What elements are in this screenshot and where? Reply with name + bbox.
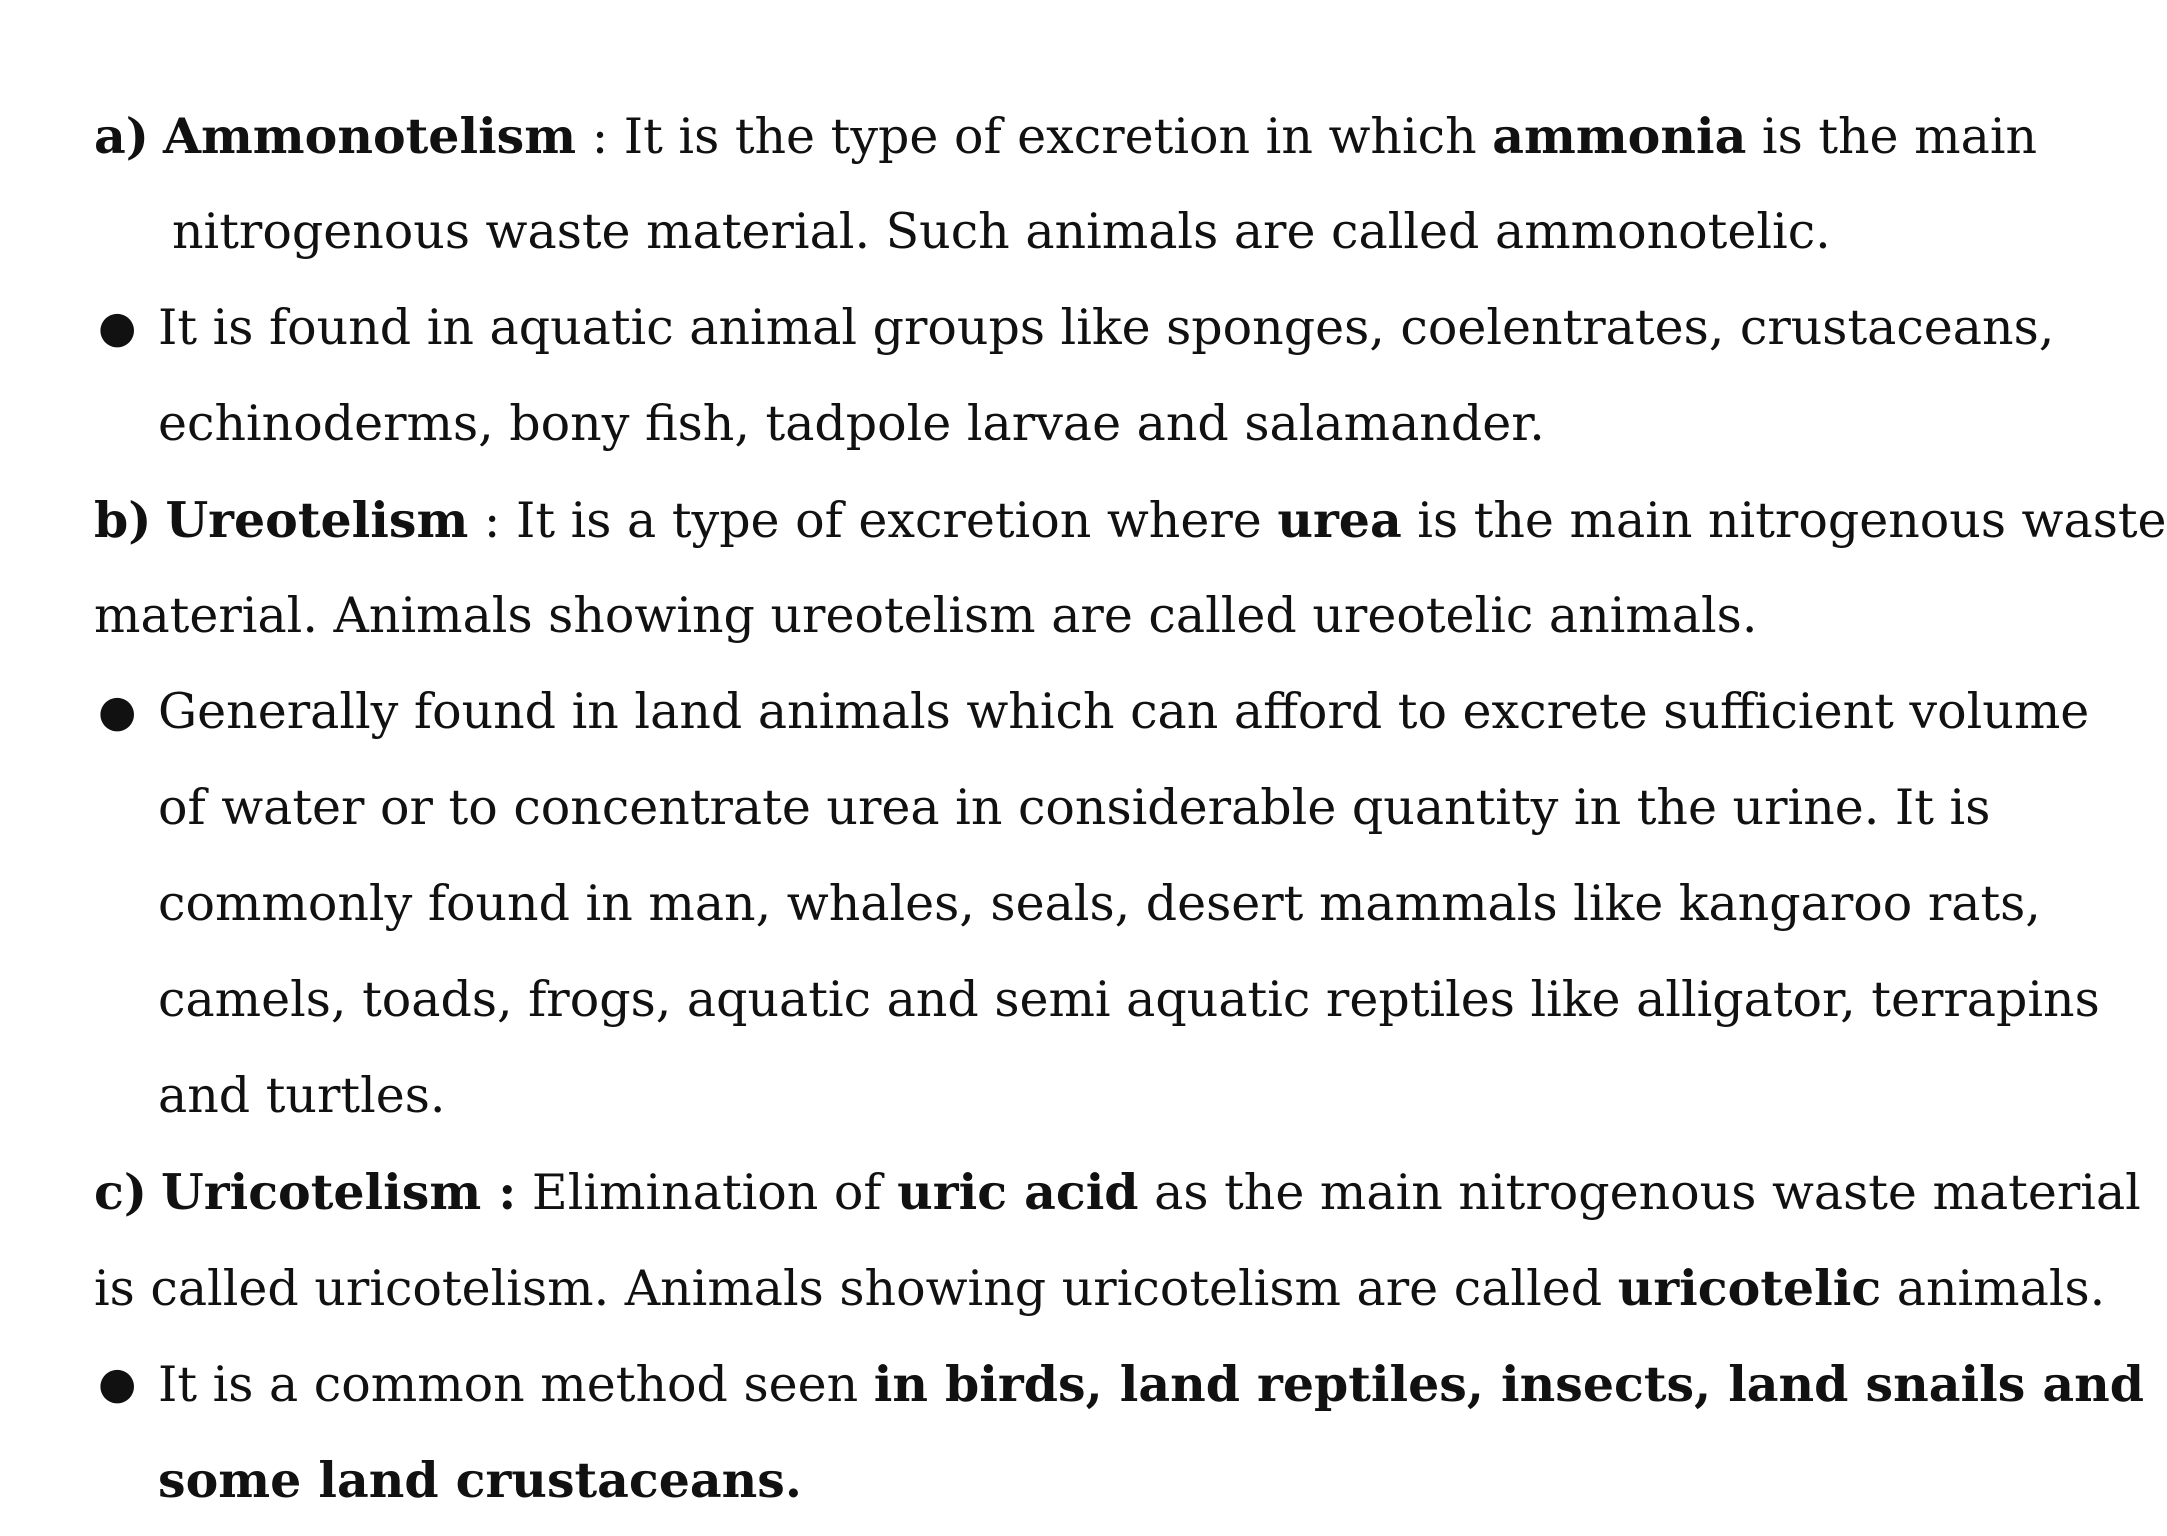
ureotelism-definition-end: is the main nitrogenous waste [1401, 492, 2167, 549]
ammonotelism-keyword: ammonia [1492, 107, 1747, 165]
uricotelism-bullet-line-2 [94, 1432, 1974, 1528]
ureotelism-heading-line [94, 472, 2167, 568]
ureotelism-keyword: urea [1277, 491, 1402, 549]
ureotelism-label: b) [94, 491, 152, 549]
uricotelism-bullet-bold-2: some land crustaceans. [158, 1451, 802, 1509]
ureotelism-separator: : [468, 492, 517, 549]
bullet-icon: ● [98, 1358, 137, 1409]
uricotelism-bullet-bold-1: in birds, land reptiles, insects, land snails and [873, 1355, 2144, 1413]
ureotelism-bullet [94, 664, 2090, 760]
ammonotelism-continuation: nitrogenous waste material. Such animals are called ammonotelic. [172, 203, 1831, 260]
uricotelism-continuation-end: animals. [1881, 1260, 2106, 1317]
ureotelism-bullet-line-2: of water or to concentrate urea in considerable quantity in the urine. It is [158, 779, 1991, 836]
uricotelism-label: c) [94, 1163, 148, 1221]
uricotelism-definition-end: as the main nitrogenous waste material [1138, 1164, 2141, 1221]
ammonotelism-bullet-line-1: It is found in aquatic animal groups like sponges, coelentrates, crustaceans, [158, 299, 2055, 356]
uricotelism-heading-line [94, 1144, 2141, 1240]
document-page [94, 88, 2167, 1528]
uricotelism-bullet [94, 1336, 2144, 1432]
ammonotelism-bullet [94, 280, 2055, 376]
ammonotelism-label: a) [94, 107, 149, 165]
ammonotelism-definition-start: It is the type of excretion in which [623, 108, 1493, 165]
ammonotelism-bullet-line-2: echinoderms, bony fish, tadpole larvae and salamander. [158, 395, 1545, 452]
uricotelism-bullet-start: It is a common method seen [158, 1356, 874, 1413]
ureotelism-definition-start: It is a type of excretion where [516, 492, 1278, 549]
ammonotelism-separator: : [576, 108, 624, 165]
ureotelism-bullet-line-3: commonly found in man, whales, seals, desert mammals like kangaroo rats, [158, 875, 2041, 932]
ammonotelism-heading-line [94, 88, 2038, 184]
ammonotelism-term: Ammonotelism [162, 107, 577, 165]
ureotelism-bullet-line-4: camels, toads, frogs, aquatic and semi aquatic reptiles like alligator, terrapins [158, 971, 2100, 1028]
uricotelism-keyword: uric acid [897, 1163, 1139, 1221]
bullet-icon: ● [98, 302, 137, 353]
uricotelism-continuation [94, 1240, 2106, 1336]
uricotelism-continuation-keyword: uricotelic [1617, 1259, 1882, 1317]
ureotelism-bullet-line-5: and turtles. [158, 1067, 446, 1124]
bullet-icon: ● [98, 686, 137, 737]
ureotelism-bullet-line-1: Generally found in land animals which can afford to excrete sufficient volume [158, 683, 2090, 740]
ureotelism-continuation: material. Animals showing ureotelism are called ureotelic animals. [94, 587, 1758, 644]
uricotelism-term: Uricotelism : [161, 1163, 517, 1221]
ureotelism-term: Ureotelism [165, 491, 469, 549]
ammonotelism-definition-end: is the main [1746, 108, 2038, 165]
uricotelism-continuation-start: is called uricotelism. Animals showing uricotelism are called [94, 1260, 1618, 1317]
uricotelism-definition-start: Elimination of [516, 1164, 898, 1221]
